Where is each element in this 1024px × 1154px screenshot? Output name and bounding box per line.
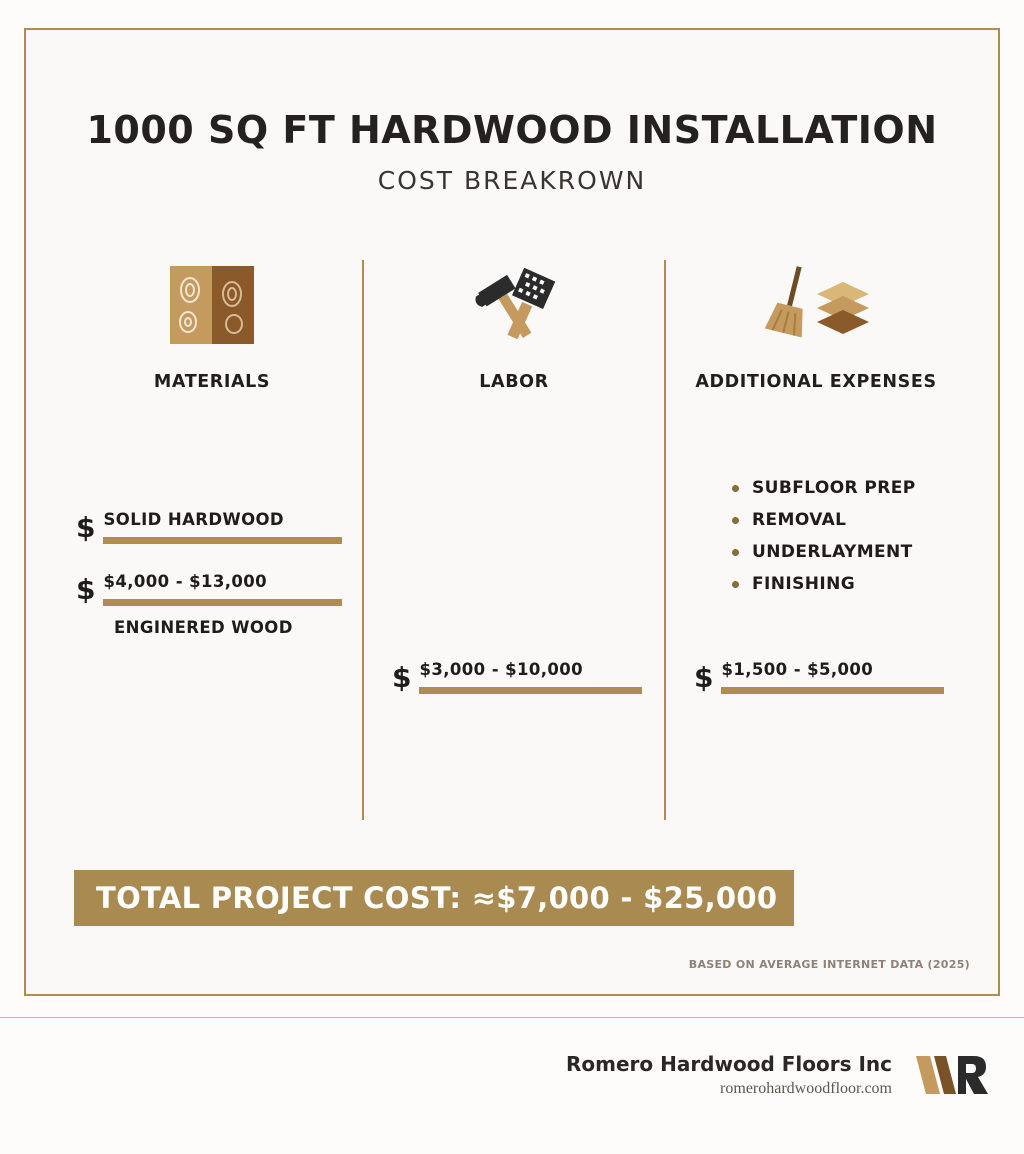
materials-values <box>76 510 342 637</box>
hammer-and-tools-icon <box>378 260 650 350</box>
broom-and-planks-icon <box>680 260 952 350</box>
romero-r-logo <box>914 1052 988 1098</box>
column-heading-labor: LABOR <box>479 372 549 392</box>
list-item: SUBFLOOR PREP <box>732 478 916 498</box>
value-label: $4,000 - $13,000 <box>103 572 268 591</box>
list-item: UNDERLAYMENT <box>732 542 916 562</box>
value-bar <box>103 599 342 606</box>
list-item: FINISHING <box>732 574 916 594</box>
money-row <box>392 660 642 694</box>
footnote: BASED ON AVERAGE INTERNET DATA (2025) <box>688 958 970 971</box>
brand-url[interactable]: romerohardwoodfloor.com <box>720 1080 892 1097</box>
column-additional-expenses <box>664 260 966 820</box>
dollar-sign: $ <box>694 661 714 694</box>
additional-expenses-list <box>732 478 916 606</box>
additional-values <box>694 660 944 694</box>
divider <box>0 1017 1024 1018</box>
total-project-cost-banner <box>74 870 794 926</box>
labor-values <box>392 660 642 694</box>
dollar-sign: $ <box>76 511 96 544</box>
column-labor <box>362 260 664 820</box>
money-row <box>694 660 944 694</box>
money-row <box>76 572 342 606</box>
list-item: REMOVAL <box>732 510 916 530</box>
column-heading-additional: ADDITIONAL EXPENSES <box>695 372 937 392</box>
value-bar <box>419 687 642 694</box>
page-subtitle: COST BREAKROWN <box>377 166 647 195</box>
dollar-sign: $ <box>76 573 96 606</box>
value-label: $3,000 - $10,000 <box>419 660 584 679</box>
brand-name: Romero Hardwood Floors Inc <box>565 1052 892 1076</box>
page-title: 1000 SQ FT HARDWOOD INSTALLATION <box>86 108 938 152</box>
money-row <box>76 510 342 544</box>
column-heading-materials: MATERIALS <box>153 372 271 392</box>
wood-plank-icon <box>76 260 348 350</box>
total-project-cost-text: TOTAL PROJECT COST: ≈$7,000 - $25,000 <box>96 881 778 915</box>
value-label: $1,500 - $5,000 <box>721 660 874 679</box>
dollar-sign: $ <box>392 661 412 694</box>
value-bar <box>721 687 944 694</box>
materials-caption: ENGINERED WOOD <box>114 618 293 637</box>
cost-columns <box>62 260 966 820</box>
header <box>26 108 998 195</box>
value-label: SOLID HARDWOOD <box>103 510 285 529</box>
brand-footer <box>566 1052 988 1098</box>
value-bar <box>103 537 342 544</box>
infographic-card <box>24 28 1000 996</box>
column-materials <box>62 260 362 820</box>
